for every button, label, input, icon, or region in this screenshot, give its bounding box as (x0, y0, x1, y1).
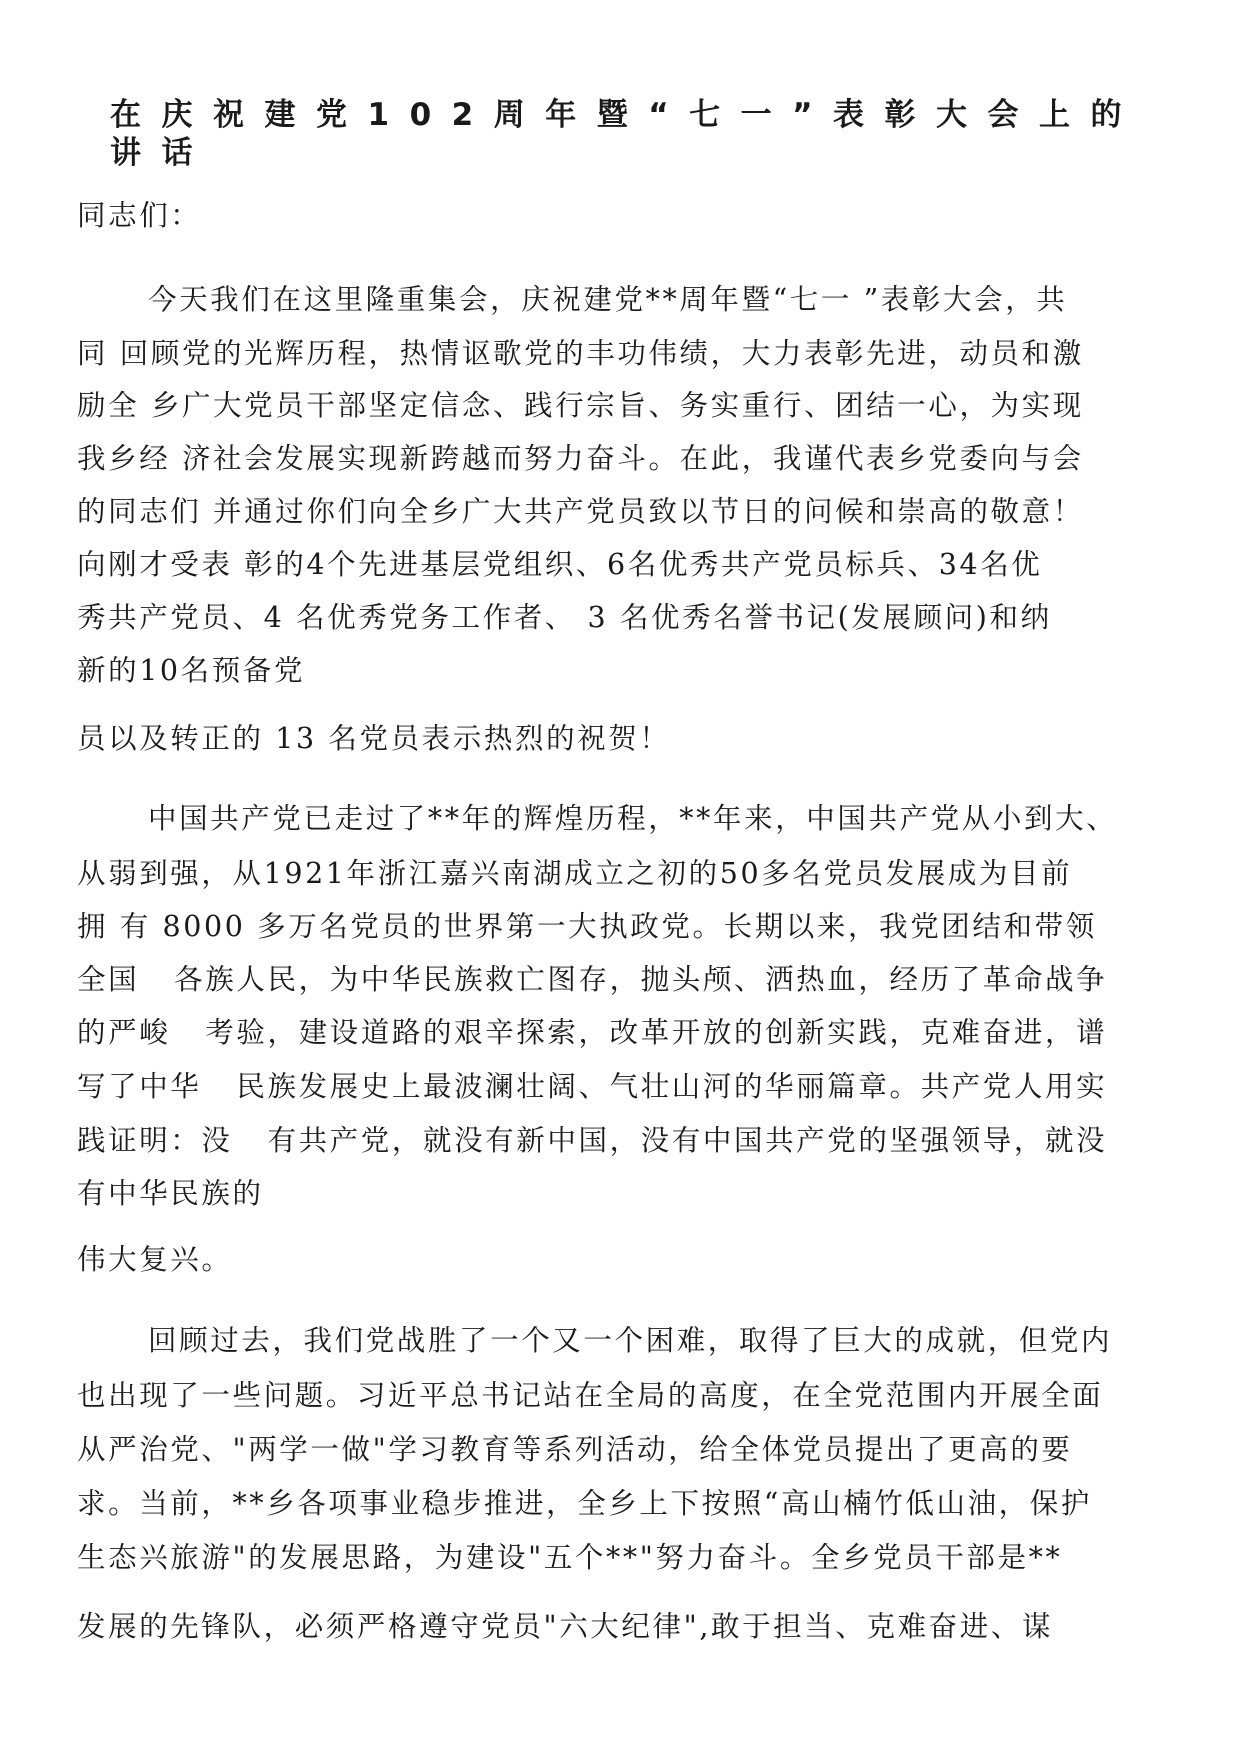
salutation: 同志们： (77, 199, 202, 232)
paragraph-line: 写了中华 民族发展史上最波澜壮阔、气壮山河的华丽篇章。共产党人用实 (77, 1070, 1108, 1103)
paragraph-line: 的同志们 并通过你们向全乡广大共产党员致以节日的问候和崇高的敬意！ (77, 495, 1084, 528)
paragraph-line: 中国共产党已走过了**年的辉煌历程，**年来，中国共产党从小到大、 (148, 802, 1118, 835)
paragraph-line: 今天我们在这里隆重集会，庆祝建党**周年暨“七一 ”表彰大会，共 (148, 283, 1068, 316)
paragraph-line: 新的10名预备党 (77, 654, 306, 687)
paragraph-line: 秀共产党员、4 名优秀党务工作者、 3 名优秀名誉书记(发展顾问)和纳 (77, 601, 1052, 634)
paragraph-line: 有中华民族的 (77, 1177, 264, 1210)
document-title: 在庆祝建党102周年暨“七一”表彰大会上的讲话 (110, 97, 1142, 171)
paragraph-line: 从弱到强，从1921年浙江嘉兴南湖成立之初的50多名党员发展成为目前 (77, 857, 1073, 890)
paragraph-line: 全国 各族人民，为中华民族救亡图存，抛头颅、洒热血，经历了革命战争 (77, 963, 1108, 996)
paragraph-line: 的严峻 考验，建设道路的艰辛探索，改革开放的创新实践，克难奋进，谱 (77, 1016, 1108, 1049)
paragraph-line: 向刚才受表 彰的4个先进基层党组织、6名优秀共产党员标兵、34名优 (77, 548, 1043, 581)
paragraph-line: 伟大复兴。 (77, 1243, 233, 1276)
paragraph-line: 也出现了一些问题。习近平总书记站在全局的高度，在全党范围内开展全面 (77, 1379, 1104, 1412)
paragraph-line: 励全 乡广大党员干部坚定信念、践行宗旨、务实重行、团结一心，为实现 (77, 389, 1084, 422)
paragraph-line: 同 回顾党的光辉历程，热情讴歌党的丰功伟绩，大力表彰先进，动员和激 (77, 337, 1084, 370)
paragraph-line: 我乡经 济社会发展实现新跨越而努力奋斗。在此，我谨代表乡党委向与会 (77, 442, 1084, 475)
paragraph-line: 员以及转正的 13 名党员表示热烈的祝贺！ (77, 722, 671, 755)
paragraph-line: 生态兴旅游"的发展思路，为建设"五个**"努力奋斗。全乡党员干部是** (77, 1541, 1063, 1574)
paragraph-line: 回顾过去，我们党战胜了一个又一个困难，取得了巨大的成就，但党内 (148, 1324, 1113, 1357)
paragraph-line: 求。当前，**乡各项事业稳步推进，全乡上下按照“高山楠竹低山油，保护 (77, 1487, 1092, 1520)
paragraph-line: 发展的先锋队，必须严格遵守党员"六大纪律",敢于担当、克难奋进、谋 (77, 1610, 1054, 1643)
paragraph-line: 从严治党、"两学一做"学习教育等系列活动，给全体党员提出了更高的要 (77, 1433, 1073, 1466)
paragraph-line: 践证明：没 有共产党，就没有新中国，没有中国共产党的坚强领导，就没 (77, 1124, 1108, 1157)
paragraph-line: 拥 有 8000 多万名党员的世界第一大执政党。长期以来，我党团结和带领 (77, 910, 1097, 943)
